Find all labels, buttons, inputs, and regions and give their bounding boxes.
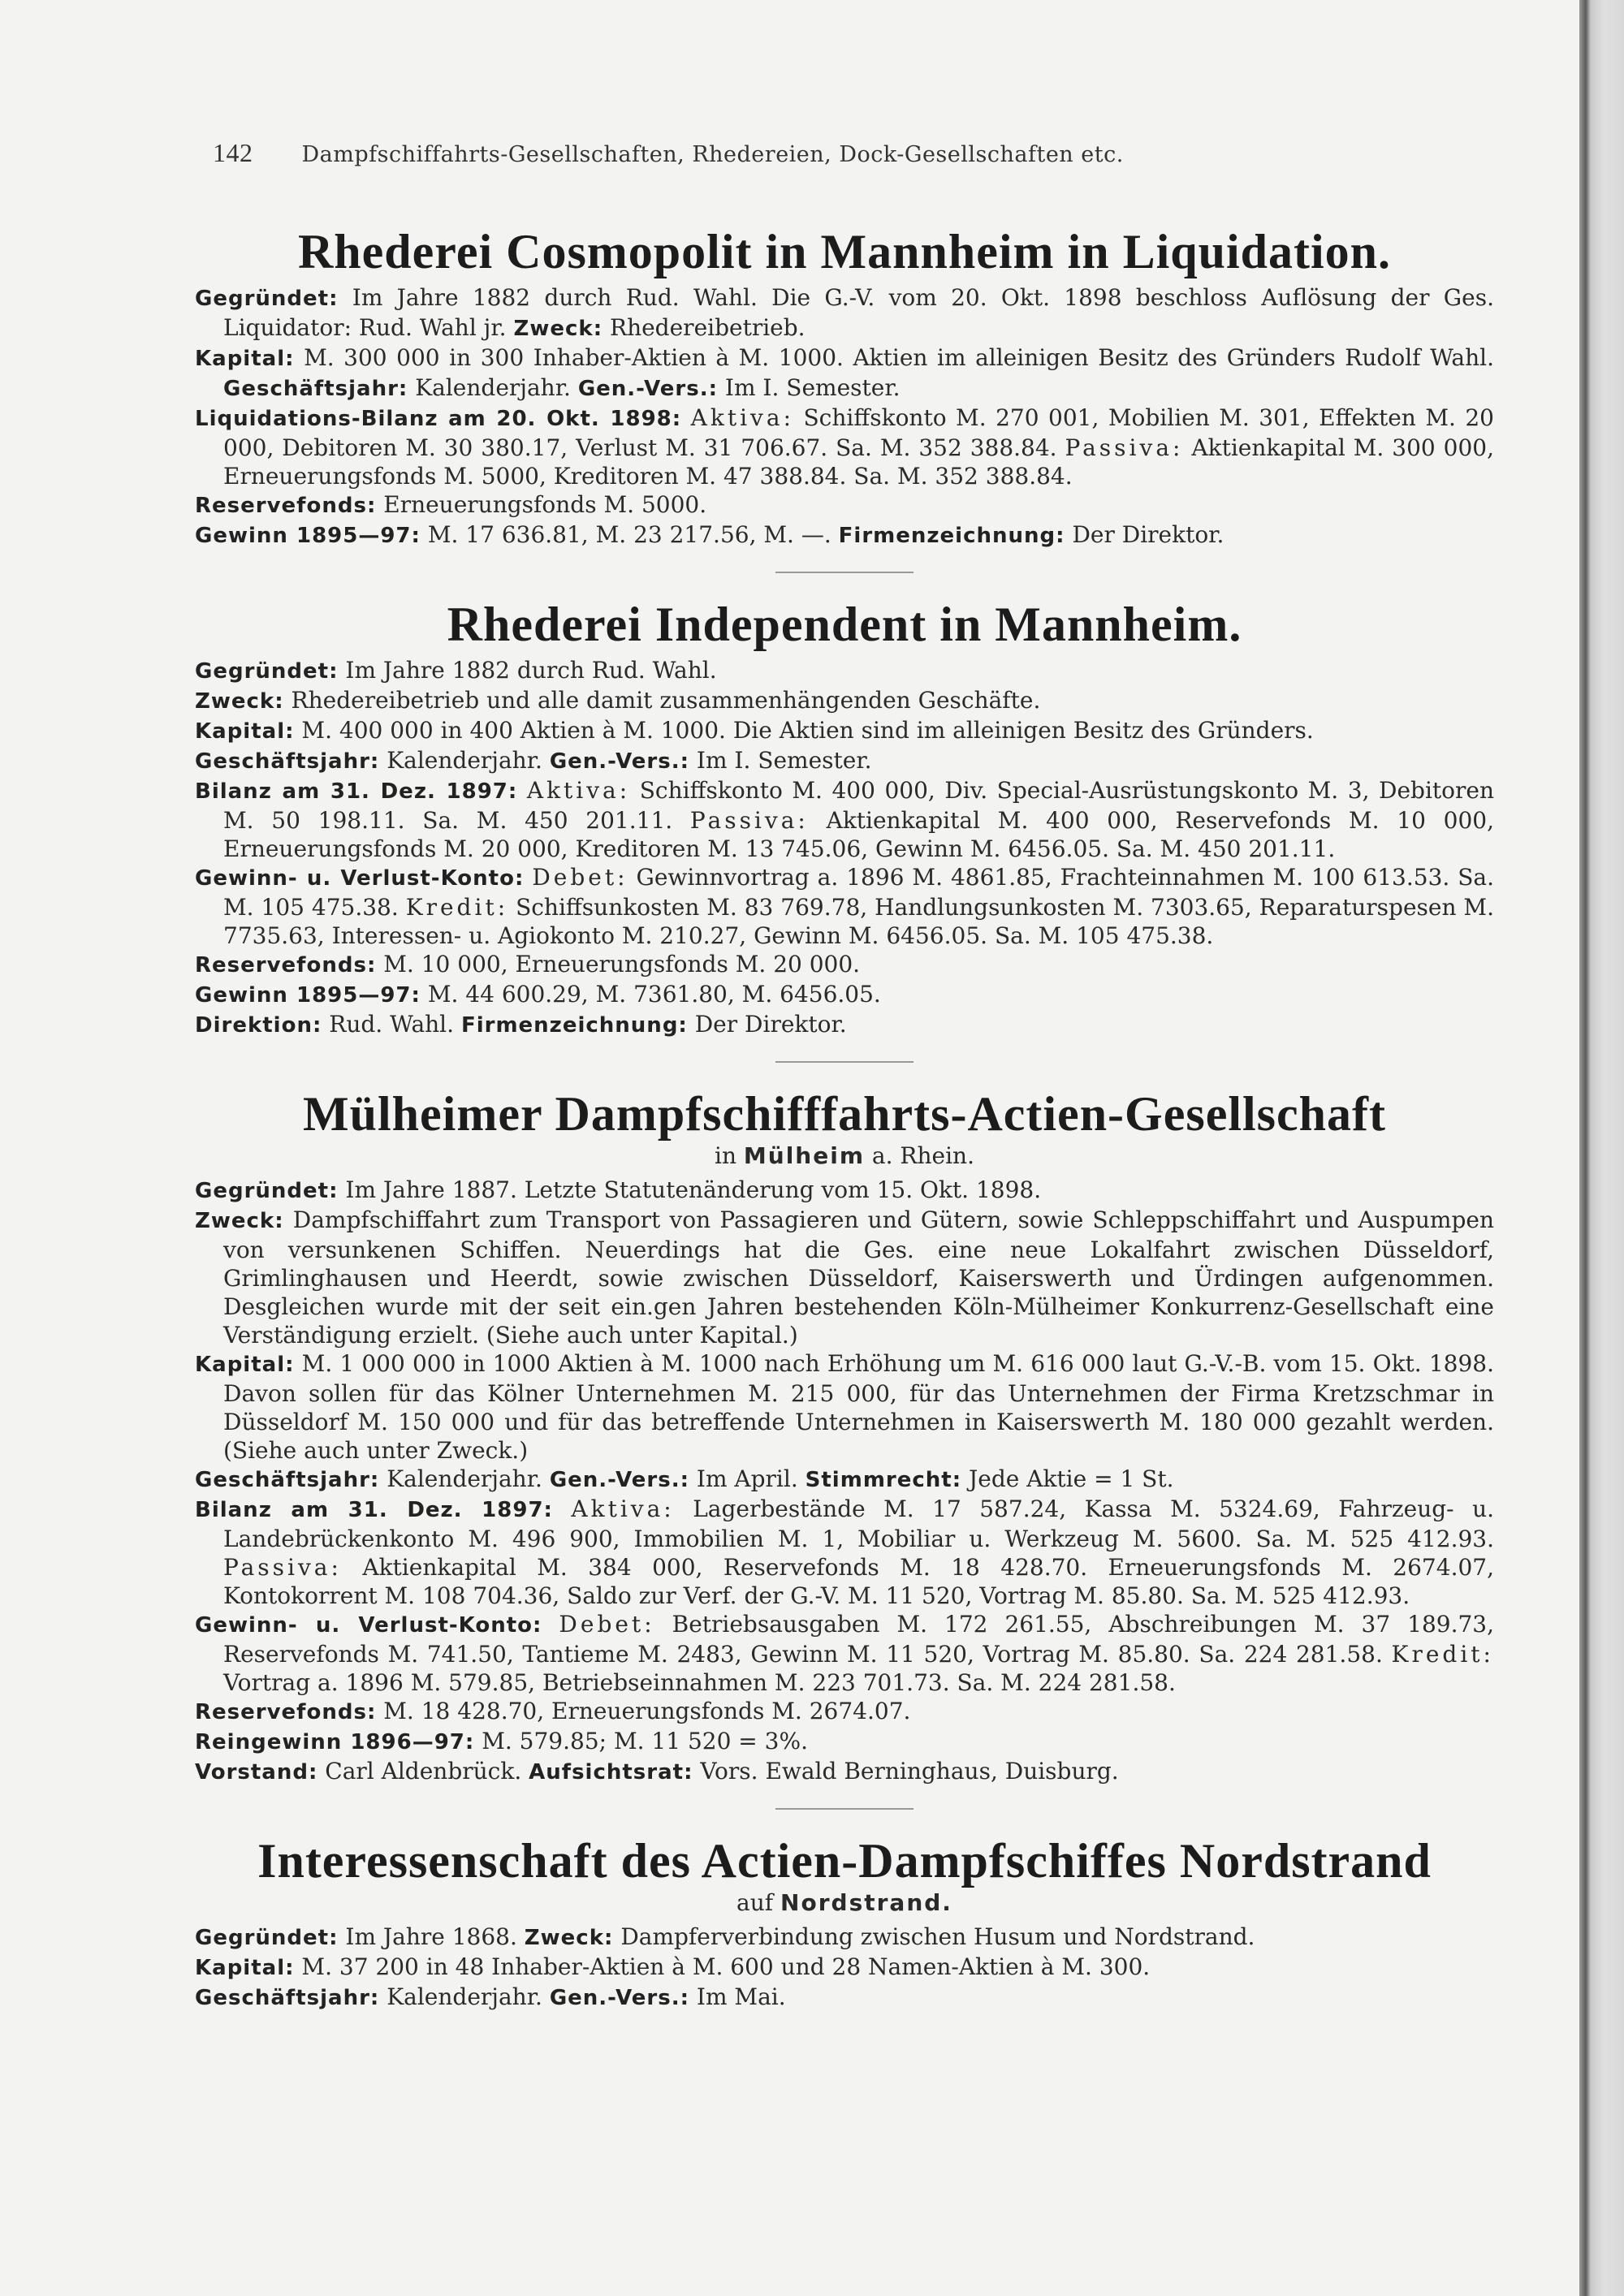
founding-line (195, 283, 1494, 343)
field-label: Aufsichtsrat: (529, 1760, 693, 1785)
page-edge-shadow (1579, 0, 1624, 2296)
field-text: Kalenderjahr. (387, 747, 542, 774)
passiva-label: Passiva: (1065, 434, 1184, 461)
section-title: Rhederei Cosmopolit in Mannheim in Liquidation. (297, 225, 1392, 278)
capital-line (195, 716, 1494, 746)
subtitle-city: Nordstrand. (780, 1889, 952, 1916)
purpose-line (195, 686, 1494, 716)
field-text: M. 44 600.29, M. 7361.80, M. 6456.05. (427, 981, 881, 1008)
field-label: Kapital: (195, 347, 295, 371)
board-line (195, 1757, 1494, 1787)
field-text: Der Direktor. (694, 1011, 847, 1038)
entry-muelheimer-dampfschifffahrt (195, 1087, 1494, 1787)
entry-rhederei-cosmopolit (195, 225, 1494, 550)
field-text: Im April. (696, 1465, 798, 1492)
section-divider (775, 572, 914, 573)
field-text: Vors. Ewald Berninghaus, Duisburg. (700, 1758, 1119, 1785)
balance-line (195, 404, 1494, 490)
field-text: Dampfschiffahrt zum Transport von Passagieren und Gütern, sowie Schleppschiffahrt und Auspumpen von versunkenen Schiffen. Neuerdings hat die Ges. eine neue Lokalfahrt zwischen Düsseldorf, Grimlinghausen und Heerdt, sowie zwischen Düsseldorf, Kaiserswerth und Ürdingen aufgenommen. Desgleichen wurde mit der seit ein.gen Jahren bestehenden Köln-Mülheimer Konkurrenz-Gesellschaft eine Verständigung erzielt. (Siehe auch unter Kapital.) (223, 1206, 1494, 1349)
debet-label: Debet: (559, 1611, 655, 1638)
profit-line (195, 980, 1494, 1010)
field-text: Kalenderjahr. (415, 374, 571, 401)
reserve-line (195, 950, 1494, 980)
section-divider (775, 1808, 914, 1810)
field-text: M. 400 000 in 400 Aktien à M. 1000. Die Aktien sind im alleinigen Besitz des Gründers. (301, 717, 1314, 744)
fiscal-year-line (195, 1465, 1494, 1495)
field-text: Kalenderjahr. (387, 1983, 542, 2010)
field-label: Vorstand: (195, 1760, 318, 1785)
capital-line (195, 1349, 1494, 1465)
founding-line (195, 1176, 1494, 1206)
passiva-label: Passiva: (689, 807, 809, 834)
field-text: Aktienkapital M. 300 000, Erneuerungsfonds M. 5000, Kreditoren M. 47 388.84. Sa. M. 352 388.84. (223, 434, 1494, 490)
section-title: Rhederei Independent in Mannheim. (447, 598, 1242, 651)
net-profit-line (195, 1727, 1494, 1757)
page-content (195, 138, 1494, 2013)
purpose-line (195, 1206, 1494, 1349)
field-label: Gegründet: (195, 659, 339, 684)
capital-line (195, 343, 1494, 404)
aktiva-label: Aktiva: (526, 777, 631, 804)
field-text: M. 300 000 in 300 Inhaber-Aktien à M. 1000. Aktien im alleinigen Besitz des Gründers Rudolf Wahl. (304, 344, 1495, 371)
field-text: Vortrag a. 1896 M. 579.85, Betriebseinnahmen M. 223 701.73. Sa. M. 224 281.58. (223, 1669, 1176, 1696)
field-label: Zweck: (513, 317, 603, 341)
field-label: Gegründet: (195, 287, 339, 311)
field-text: M. 10 000, Erneuerungsfonds M. 20 000. (383, 951, 861, 978)
field-label: Gewinn 1895—97: (195, 524, 421, 548)
field-text: Gewinnvortrag a. 1896 M. 4861.85, Frachteinnahmen M. 100 613.53. Sa. M. 105 475.38. (223, 864, 1495, 921)
field-label: Reservefonds: (195, 1700, 377, 1724)
subtitle-city: Mülheim (743, 1142, 865, 1169)
field-text: M. 579.85; M. 11 520 = 3%. (482, 1728, 808, 1754)
founding-line (195, 656, 1494, 686)
field-label: Geschäftsjahr: (195, 1468, 380, 1492)
running-title: Dampfschiffahrts-Gesellschaften, Rhedereien, Dock-Gesellschaften etc. (301, 142, 1124, 167)
section-title: Mülheimer Dampfschifffahrts-Actien-Gesellschaft (303, 1087, 1386, 1141)
field-text: Der Direktor. (1072, 521, 1224, 548)
profit-loss-line (195, 1610, 1494, 1697)
field-text: Jede Aktie = 1 St. (969, 1465, 1174, 1492)
kredit-label: Kredit: (405, 894, 509, 921)
page-number: 142 (213, 138, 253, 167)
field-text: Im Mai. (696, 1983, 786, 2010)
field-text: Rud. Wahl. (329, 1011, 455, 1038)
field-text: Rhedereibetrieb und alle damit zusammenhängenden Geschäfte. (291, 687, 1041, 714)
debet-label: Debet: (532, 864, 628, 891)
field-label: Liquidations-Bilanz am 20. Okt. 1898: (195, 407, 682, 431)
kredit-label: Kredit: (1391, 1641, 1494, 1668)
field-label: Direktion: (195, 1013, 322, 1038)
field-text: Schiffskonto M. 400 000, Div. Special-Ausrüstungskonto M. 3, Debitoren M. 50 198.11. Sa. M. 450 201.11. (223, 777, 1495, 834)
field-label: Gewinn- u. Verlust-Konto: (195, 866, 525, 891)
subtitle-prefix: in (715, 1142, 736, 1169)
field-text: M. 1 000 000 in 1000 Aktien à M. 1000 nach Erhöhung um M. 616 000 laut G.-V.-B. vom 15. Okt. 1898. Davon sollen für das Kölner Unternehmen M. 215 000, für das Unternehmen der Firma Kretzschmar in Düsseldorf M. 150 000 und für das betreffende Unternehmen in Kaiserswerth M. 180 000 gezahlt werden. (Siehe auch unter Zweck.) (223, 1350, 1495, 1464)
field-label: Stimmrecht: (805, 1468, 962, 1492)
aktiva-label: Aktiva: (571, 1495, 675, 1522)
field-text: Carl Aldenbrück. (325, 1758, 522, 1785)
entry-rhederei-independent (195, 598, 1494, 1040)
field-label: Reingewinn 1896—97: (195, 1730, 475, 1754)
subtitle-suffix: a. Rhein. (871, 1142, 974, 1169)
field-text: Betriebsausgaben M. 172 261.55, Abschreibungen M. 37 189.73, Reservefonds M. 741.50, Tantieme M. 2483, Gewinn M. 11 520, Vortrag M. 85.80. Sa. 224 281.58. (223, 1611, 1495, 1668)
field-label: Bilanz am 31. Dez. 1897: (195, 1498, 553, 1522)
field-text: Aktienkapital M. 400 000, Reservefonds M. 10 000, Erneuerungsfonds M. 20 000, Kreditoren M. 13 745.06, Gewinn M. 6456.05. Sa. M. 450 201.11. (223, 807, 1495, 862)
subtitle-prefix: auf (736, 1889, 774, 1916)
running-header (195, 138, 1494, 168)
field-label: Gen.-Vers.: (577, 377, 718, 401)
reserve-line (195, 490, 1494, 520)
field-text: Kalenderjahr. (387, 1465, 542, 1492)
field-text: Im Jahre 1882 durch Rud. Wahl. (345, 657, 717, 684)
field-label: Gewinn 1895—97: (195, 983, 421, 1008)
entry-nordstrand (195, 1834, 1494, 2013)
field-label: Gen.-Vers.: (549, 749, 689, 774)
field-label: Gen.-Vers.: (549, 1986, 689, 2010)
field-text: Im Jahre 1882 durch Rud. Wahl. Die G.-V. vom 20. Okt. 1898 beschloss Auflösung der Ges. Liquidator: Rud. Wahl jr. (223, 284, 1494, 341)
passiva-label: Passiva: (223, 1554, 342, 1581)
field-label: Firmenzeichnung: (460, 1013, 688, 1038)
section-divider (775, 1061, 914, 1063)
field-label: Kapital: (195, 719, 295, 744)
profit-line (195, 520, 1494, 550)
field-text: M. 18 428.70, Erneuerungsfonds M. 2674.07. (383, 1698, 911, 1724)
field-text: M. 17 636.81, M. 23 217.56, M. —. (427, 521, 831, 548)
field-text: Erneuerungsfonds M. 5000. (383, 491, 707, 518)
field-label: Kapital: (195, 1956, 295, 1980)
fiscal-year-line (195, 746, 1494, 776)
field-label: Zweck: (195, 689, 284, 714)
field-text: Dampferverbindung zwischen Husum und Nordstrand. (620, 1923, 1255, 1950)
field-label: Gegründet: (195, 1179, 339, 1203)
field-label: Zweck: (195, 1209, 284, 1233)
field-text: Lagerbestände M. 17 587.24, Kassa M. 5324.69, Fahrzeug- u. Landebrückenkonto M. 496 900, Immobilien M. 1, Mobiliar u. Werkzeug M. 5600. Sa. M. 525 412.93. (223, 1495, 1494, 1552)
field-label: Firmenzeichnung: (838, 524, 1065, 548)
field-text: Im Jahre 1887. Letzte Statutenänderung vom 15. Okt. 1898. (345, 1176, 1042, 1203)
fiscal-year-line (195, 1983, 1494, 2013)
section-subtitle (195, 1142, 1494, 1169)
field-text: Schiffskonto M. 270 001, Mobilien M. 301, Effekten M. 20 000, Debitoren M. 30 380.17, Verlust M. 31 706.67. Sa. M. 352 388.84. (223, 404, 1494, 461)
profit-loss-line (195, 863, 1494, 950)
section-subtitle (195, 1889, 1494, 1916)
capital-line (195, 1953, 1494, 1983)
field-text: Im I. Semester. (724, 374, 901, 401)
field-label: Geschäftsjahr: (195, 749, 380, 774)
field-label: Geschäftsjahr: (195, 1986, 380, 2010)
field-text: M. 37 200 in 48 Inhaber-Aktien à M. 600 und 28 Namen-Aktien à M. 300. (301, 1953, 1151, 1980)
field-label: Reservefonds: (195, 953, 377, 978)
aktiva-label: Aktiva: (690, 404, 794, 431)
field-text: Aktienkapital M. 384 000, Reservefonds M. 18 428.70. Erneuerungsfonds M. 2674.07, Kontokorrent M. 108 704.36, Saldo zur Verf. der G.-V. M. 11 520, Vortrag M. 85.80. Sa. M. 525 412.93. (223, 1554, 1494, 1609)
field-label: Reservefonds: (195, 494, 377, 518)
field-label: Gen.-Vers.: (549, 1468, 689, 1492)
management-line (195, 1010, 1494, 1040)
field-label: Kapital: (195, 1353, 295, 1377)
field-text: Im I. Semester. (696, 747, 872, 774)
founding-line (195, 1923, 1494, 1953)
field-label: Zweck: (524, 1926, 614, 1950)
field-text: Im Jahre 1868. (345, 1923, 517, 1950)
balance-line (195, 1495, 1494, 1610)
field-text: Rhedereibetrieb. (610, 314, 806, 341)
reserve-line (195, 1697, 1494, 1727)
field-label: Bilanz am 31. Dez. 1897: (195, 779, 518, 804)
balance-line (195, 776, 1494, 863)
field-label: Gewinn- u. Verlust-Konto: (195, 1613, 542, 1638)
field-label: Geschäftsjahr: (223, 377, 408, 401)
field-label: Gegründet: (195, 1926, 339, 1950)
section-title: Interessenschaft des Actien-Dampfschiffes Nordstrand (257, 1834, 1432, 1888)
field-text: Schiffsunkosten M. 83 769.78, Handlungsunkosten M. 7303.65, Reparaturspesen M. 7735.63, Interessen- u. Agiokonto M. 210.27, Gewinn M. 6456.05. Sa. M. 105 475.38. (223, 894, 1494, 949)
